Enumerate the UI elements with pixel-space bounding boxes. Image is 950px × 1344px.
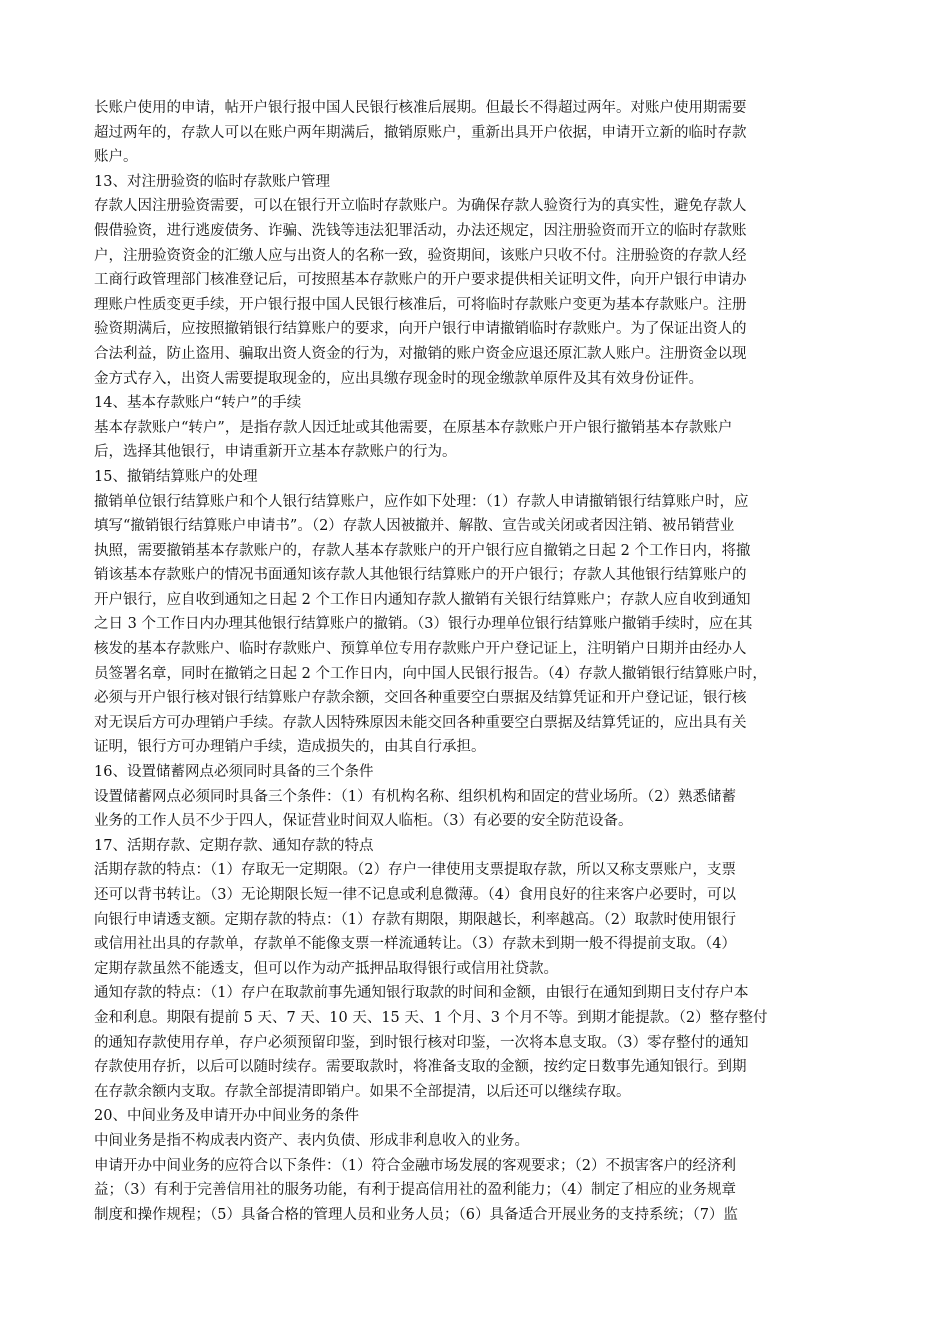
- text-line: 申请开办中间业务的应符合以下条件：（1）符合金融市场发展的客观要求；（2）不损害客户的经济利: [94, 1157, 736, 1174]
- text-line: 金方式存入，出资人需要提取现金的，应出具缴存现金时的现金缴款单原件及其有效身份证件。: [94, 370, 703, 387]
- text-line: 开户银行，应自收到通知之日起 2 个工作日内通知存款人撤销有关银行结算账户；存款人应自收到通知: [94, 591, 751, 608]
- text-line: 撤销单位银行结算账户和个人银行结算账户，应作如下处理：（1）存款人申请撤销银行结算账户时，应: [94, 493, 749, 510]
- text-line: 核发的基本存款账户、临时存款账户、预算单位专用存款账户开户登记证上，注明销户日期并由经办人: [94, 641, 747, 658]
- text-line: 销该基本存款账户的情况书面通知该存款人其他银行结算账户的开户银行；存款人其他银行结算账户的: [94, 567, 747, 584]
- text-line: 后，选择其他银行，申请重新开立基本存款账户的行为。: [94, 444, 457, 461]
- text-line: 对无误后方可办理销户手续。存款人因特殊原因未能交回各种重要空白票据及结算凭证的，应出具有关: [94, 714, 747, 731]
- text-line: 基本存款账户“转户”，是指存款人因迁址或其他需要，在原基本存款账户开户银行撤销基本存款账户: [94, 419, 733, 436]
- text-line: 17、活期存款、定期存款、通知存款的特点: [94, 837, 374, 854]
- text-line: 账户。: [94, 149, 138, 166]
- text-line: 必须与开户银行核对银行结算账户存款余额，交回各种重要空白票据及结算凭证和开户登记证，银行核: [94, 690, 747, 707]
- text-line: 通知存款的特点：（1）存户在取款前事先通知银行取款的时间和金额，由银行在通知到期日支付存户本: [94, 985, 749, 1002]
- text-line: 证明，银行方可办理销户手续，造成损失的，由其自行承担。: [94, 739, 486, 756]
- text-line: 设置储蓄网点必须同时具备三个条件：（1）有机构名称、组织机构和固定的营业场所。（2）熟悉储蓄: [94, 788, 736, 805]
- text-line: 中间业务是指不构成表内资产、表内负债、形成非利息收入的业务。: [94, 1132, 529, 1149]
- text-line: 验资期满后，应按照撤销银行结算账户的要求，向开户银行申请撤销临时存款账户。为了保证出资人的: [94, 321, 747, 338]
- text-line: 存款人因注册验资需要，可以在银行开立临时存款账户。为确保存款人验资行为的真实性，避免存款人: [94, 198, 747, 215]
- text-line: 业务的工作人员不少于四人，保证营业时间双人临柜。（3）有必要的安全防范设备。: [94, 813, 633, 830]
- text-line: 合法利益，防止盗用、骗取出资人资金的行为，对撤销的账户资金应退还原汇款人账户。注册资金以现: [94, 345, 747, 362]
- text-line: 金和利息。期限有提前 5 天、7 天、10 天、15 天、1 个月、3 个月不等。到期才能提款。（2）整存整付: [94, 1009, 768, 1026]
- text-line: 在存款余额内支取。存款全部提清即销户。如果不全部提清，以后还可以继续存取。: [94, 1083, 631, 1100]
- text-line: 理账户性质变更手续，开户银行报中国人民银行核准后，可将临时存款账户变更为基本存款账户。注册: [94, 296, 747, 313]
- text-line: 益；（3）有利于完善信用社的服务功能，有利于提高信用社的盈利能力；（4）制定了相应的业务规章: [94, 1182, 736, 1199]
- text-line: 20、中间业务及申请开办中间业务的条件: [94, 1108, 359, 1125]
- text-line: 向银行申请透支额。定期存款的特点：（1）存款有期限，期限越长，利率越高。（2）取款时使用银行: [94, 911, 736, 928]
- text-line: 还可以背书转让。（3）无论期限长短一律不记息或利息微薄。（4）食用良好的往来客户必要时，可以: [94, 887, 736, 903]
- document-page: [94, 96, 862, 1227]
- text-line: 执照，需要撤销基本存款账户的，存款人基本存款账户的开户银行应自撤销之日起 2 个工作日内，将撤: [94, 542, 751, 559]
- text-line: 16、设置储蓄网点必须同时具备的三个条件: [94, 764, 374, 781]
- text-line: 14、基本存款账户“转户”的手续: [94, 395, 302, 412]
- text-line: 15、撤销结算账户的处理: [94, 468, 258, 485]
- text-line: 或信用社出具的存款单，存款单不能像支票一样流通转让。（3）存款未到期一般不得提前支取。（4）: [94, 936, 736, 953]
- text-line: 存款使用存折，以后可以随时续存。需要取款时，将准备支取的金额，按约定日数事先通知银行。到期: [94, 1059, 747, 1076]
- text-line: 员签署名章，同时在撤销之日起 2 个工作日内，向中国人民银行报告。（4）存款人撤销银行结算账户时，: [94, 665, 767, 682]
- text-line: 填写“撤销银行结算账户申请书”。（2）存款人因被撤并、解散、宣告或关闭或者因注销、被吊销营业: [94, 518, 735, 535]
- text-line: 的通知存款使用存单，存户必须预留印鉴，到时银行核对印鉴，一次将本息支取。（3）零存整付的通知: [94, 1034, 749, 1051]
- text-line: 之日 3 个工作日内办理其他银行结算账户的撤销。（3）银行办理单位银行结算账户撤销手续时，应在其: [94, 616, 753, 633]
- text-line: 定期存款虽然不能透支，但可以作为动产抵押品取得银行或信用社贷款。: [94, 960, 558, 977]
- text-line: 工商行政管理部门核准登记后，可按照基本存款账户的开户要求提供相关证明文件，向开户银行申请办: [94, 272, 747, 289]
- text-line: 户，注册验资资金的汇缴人应与出资人的名称一致，验资期间，该账户只收不付。注册验资的存款人经: [94, 247, 747, 264]
- text-line: 制度和操作规程；（5）具备合格的管理人员和业务人员；（6）具备适合开展业务的支持系统；（7）监: [94, 1206, 738, 1223]
- text-line: 超过两年的，存款人可以在账户两年期满后，撤销原账户，重新出具开户依据，申请开立新的临时存款: [94, 124, 747, 141]
- text-line: 假借验资，进行逃废债务、诈骗、洗钱等违法犯罪活动，办法还规定，因注册验资而开立的临时存款账: [94, 222, 747, 239]
- text-line: 13、对注册验资的临时存款账户管理: [94, 173, 330, 190]
- text-line: 活期存款的特点：（1）存取无一定期限。（2）存户一律使用支票提取存款，所以又称支票账户，支票: [94, 862, 736, 879]
- text-line: 长账户使用的申请，帖开户银行报中国人民银行核准后展期。但最长不得超过两年。对账户使用期需要: [94, 100, 747, 116]
